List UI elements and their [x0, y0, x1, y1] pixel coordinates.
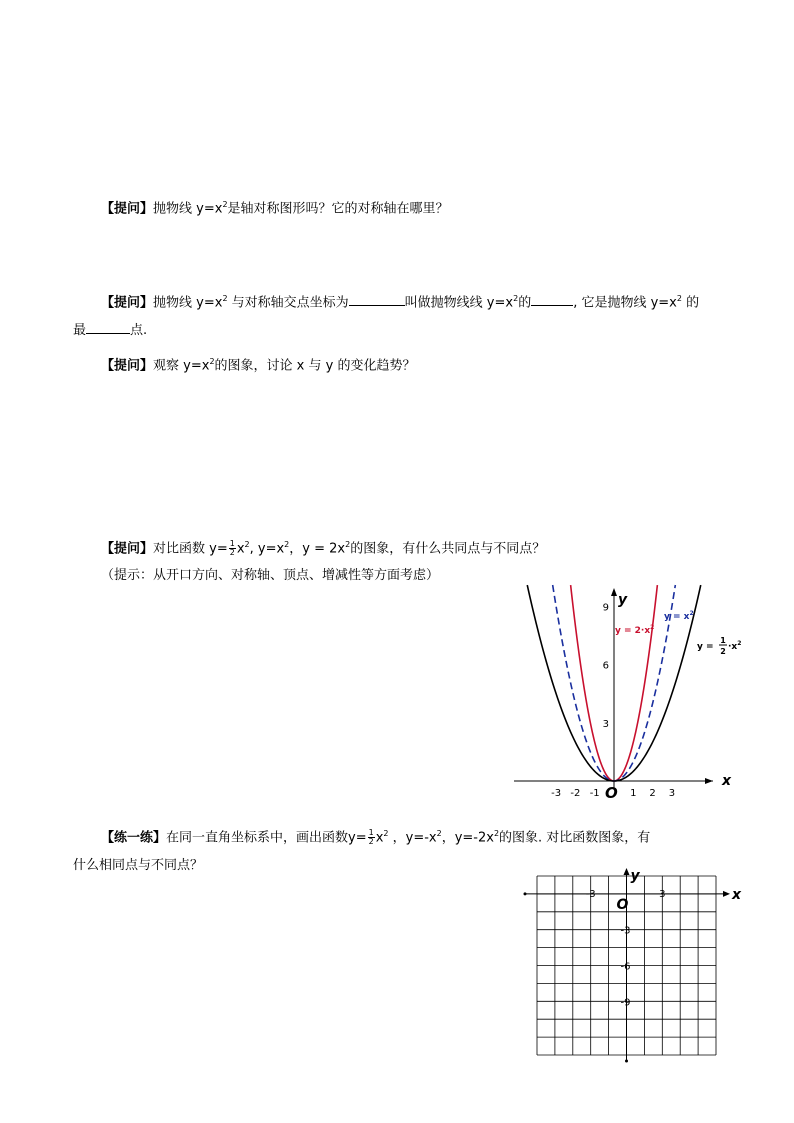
series-label-x2: $y = x^2$: [664, 610, 694, 622]
question-text: 的图象，讨论 x 与 y 的变化趋势？: [214, 358, 416, 374]
practice-tag: 【练一练】: [101, 830, 167, 846]
question-4-hint: （提示：从开口方向、对称轴、顶点、增减性等方面考虑）: [101, 568, 440, 583]
question-text: 对比函数 y=: [153, 541, 228, 557]
x-tick-label: -1: [589, 788, 600, 799]
superscript: 2: [209, 357, 215, 366]
y-axis-label: y: [618, 592, 628, 608]
blank-grid: [520, 868, 750, 1068]
grid-y-axis-end: [625, 1060, 628, 1063]
grid-x-label: x: [732, 886, 742, 903]
x-axis-label: x: [722, 773, 732, 789]
question-text: 最: [73, 323, 87, 338]
y-tick-label: 3: [602, 718, 609, 730]
fraction-half: $\frac{1}{2}$: [368, 828, 374, 847]
question-tag: 【提问】: [101, 295, 154, 311]
origin-label: O: [605, 784, 618, 802]
superscript: 2: [513, 294, 519, 303]
series-label-half-num: 1: [720, 636, 726, 645]
question-text: 观察 y=x: [153, 358, 210, 374]
series-label-half-x: $\cdot x^2$: [728, 640, 742, 652]
grid-y-axis-arrow: [624, 868, 630, 875]
question-tag: 【提问】: [101, 201, 154, 217]
x-tick-label: 1: [630, 788, 637, 799]
parabola-chart: [508, 584, 758, 809]
superscript: 2: [493, 829, 500, 838]
grid-y-tick: -6: [620, 961, 631, 973]
question-text: 叫做抛物线线 y=x: [404, 295, 514, 311]
superscript: 2: [345, 540, 351, 549]
question-text: 抛物线 y=x: [153, 201, 223, 217]
grid-x-axis-arrow: [723, 891, 730, 897]
grid-y-tick: -3: [620, 925, 631, 937]
grid-area: [524, 868, 743, 1063]
question-text: ，y=-2x: [441, 830, 494, 846]
x-tick-label: 2: [649, 788, 656, 799]
fill-blank-vertex-name[interactable]: [531, 293, 573, 306]
grid-origin-label: O: [616, 896, 629, 913]
question-4: [101, 536, 545, 558]
grid-y-tick: -9: [620, 997, 631, 1009]
series-label-sup: 2: [650, 624, 655, 631]
series-label-half-prefix: y =: [697, 642, 714, 652]
question-1: [101, 196, 449, 218]
superscript: 2: [244, 540, 250, 549]
question-text: 的: [518, 295, 532, 311]
question-text: 的图象. 对比函数图象，有: [499, 830, 651, 846]
question-text: 的: [681, 295, 700, 311]
x-tick-label: -2: [570, 788, 581, 799]
series-label-half-den: 2: [720, 647, 726, 656]
question-tag: 【提问】: [101, 541, 154, 557]
series-label-sup: 2: [737, 640, 742, 647]
question-text: ，y=-x: [388, 830, 437, 846]
question-2-line-2: [73, 321, 147, 340]
grid-y-label: y: [630, 868, 640, 884]
question-3: [101, 353, 415, 375]
question-text: , 它是抛物线 y=x: [573, 295, 677, 311]
question-text: 与对称轴交点坐标为: [227, 295, 349, 311]
question-text: 的图象，有什么共同点与不同点？: [350, 541, 546, 557]
grid-x-axis-start: [524, 892, 527, 895]
practice-question-line-2: 什么相同点与不同点？: [73, 858, 204, 873]
y-tick-label: 9: [602, 602, 609, 614]
practice-question: [101, 825, 650, 847]
fill-blank-extreme[interactable]: [86, 321, 130, 334]
question-text: x: [236, 541, 245, 557]
question-2: [101, 290, 699, 312]
y-axis-arrow: [611, 588, 617, 596]
superscript: 2: [383, 829, 389, 838]
series-label-sup: 2: [689, 610, 694, 617]
question-text: ，y = 2x: [289, 541, 346, 557]
grid-x-tick: -3: [585, 888, 596, 900]
series-label-2x2: $y = 2\cdot x^2$: [615, 624, 655, 636]
question-text: x: [375, 830, 384, 846]
question-text: , y=x: [249, 541, 285, 557]
superscript: 2: [284, 540, 290, 549]
superscript: 2: [222, 294, 228, 303]
grid-x-tick: 3: [659, 888, 666, 900]
question-text: 在同一直角坐标系中，画出函数y=: [166, 830, 367, 846]
y-tick-label: 6: [602, 660, 609, 672]
x-tick-label: -3: [551, 788, 562, 799]
superscript: 2: [436, 829, 442, 838]
x-tick-label: 3: [668, 788, 676, 799]
question-text: 是轴对称图形吗？它的对称轴在哪里？: [227, 201, 449, 217]
fraction-half: $\frac{1}{2}$: [229, 539, 235, 558]
question-text: 点.: [130, 323, 148, 338]
x-axis-arrow: [705, 778, 713, 784]
superscript: 2: [222, 200, 228, 209]
question-text: 抛物线 y=x: [153, 295, 223, 311]
question-tag: 【提问】: [101, 358, 154, 374]
superscript: 2: [676, 294, 682, 303]
chart-plot-area: [514, 585, 741, 802]
fill-blank-vertex-coordinates[interactable]: [349, 293, 405, 306]
